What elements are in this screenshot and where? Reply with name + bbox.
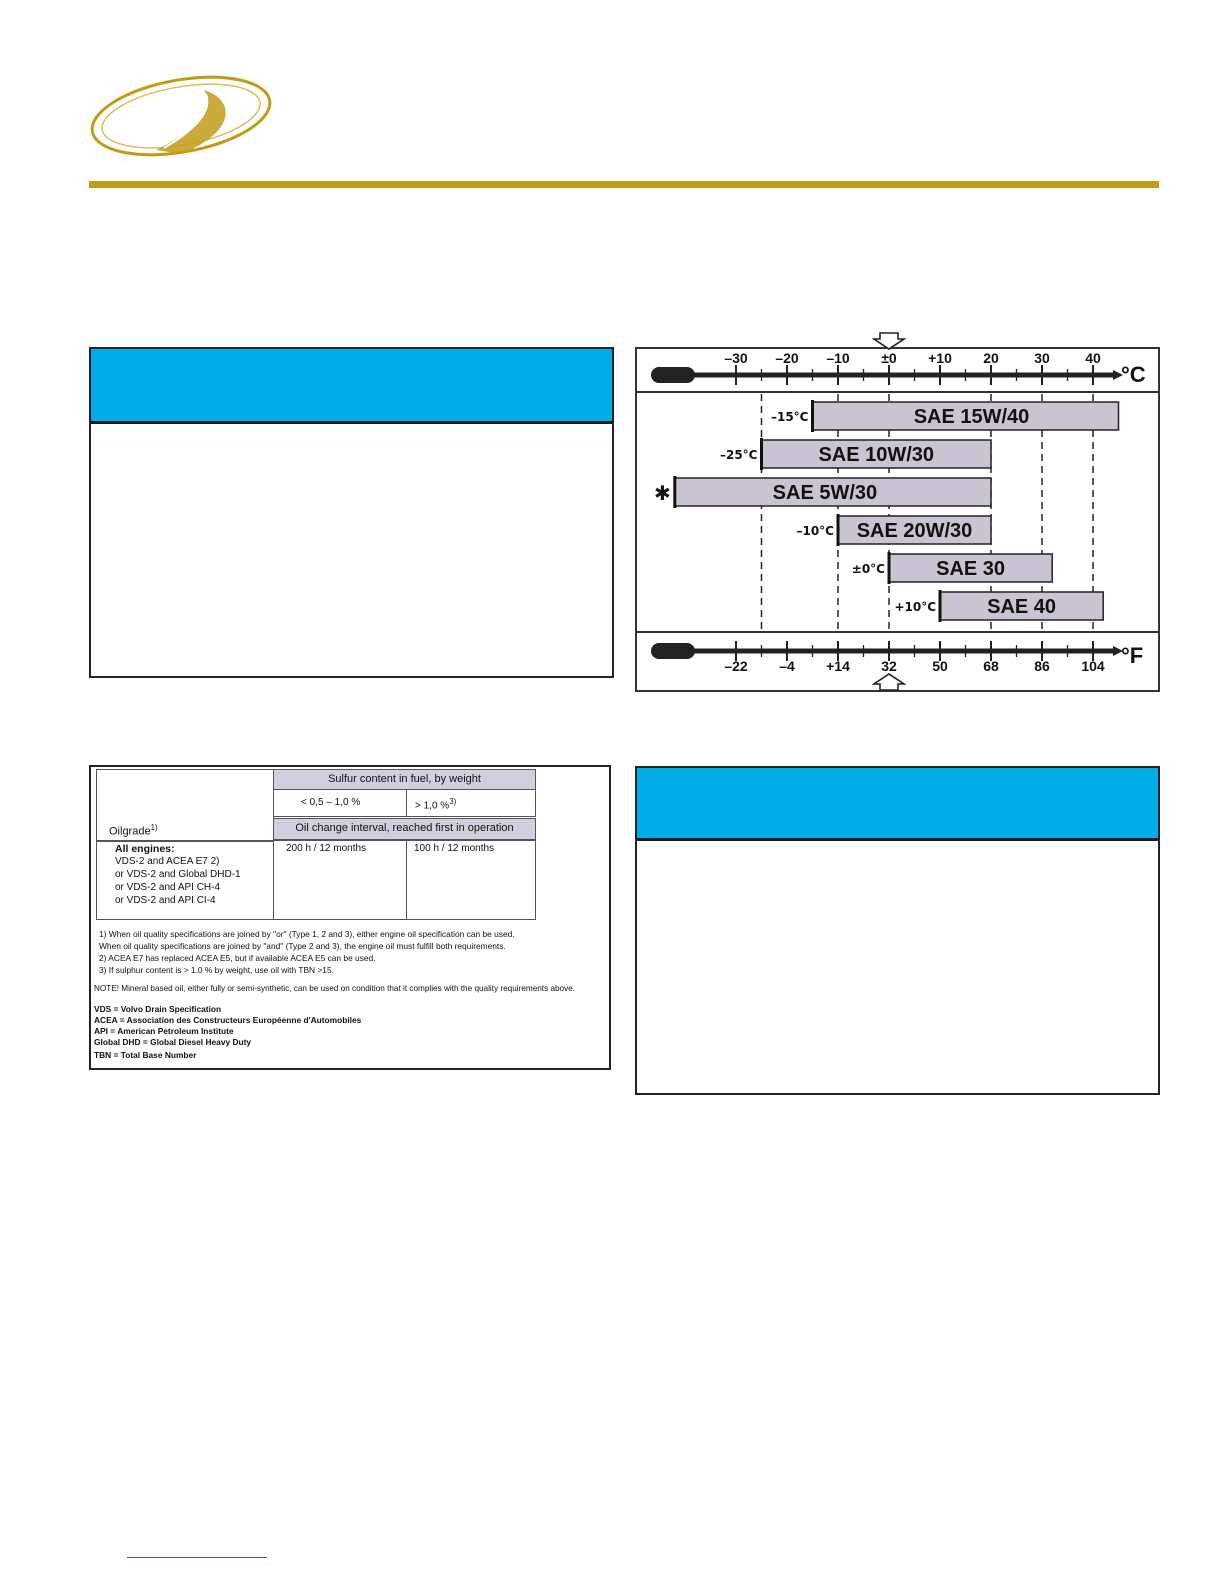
- interval-header: Oil change interval, reached first in operation: [273, 818, 536, 840]
- row-title: All engines:: [115, 843, 175, 855]
- viscosity-chart: [635, 330, 1160, 692]
- fahrenheit-tick-label: 86: [1034, 658, 1050, 674]
- arrow-up-icon: [874, 674, 904, 690]
- fahrenheit-tick-label: –22: [724, 658, 748, 674]
- asterisk-marker: ✱: [654, 481, 671, 505]
- abbreviation: Global DHD = Global Diesel Heavy Duty: [94, 1037, 252, 1047]
- abbreviation: ACEA = Association des Constructeurs Européenne d'Automobiles: [94, 1015, 362, 1025]
- celsius-tick-label: 30: [1034, 350, 1050, 366]
- arrow-down-icon: [874, 333, 904, 349]
- footnote: 1) When oil quality specifications are joined by "or" (Type 1, 2 and 3), either engine oil specification can be used.: [99, 929, 515, 939]
- grade-label: SAE 20W/30: [856, 520, 973, 542]
- info-panel-right-header: [637, 768, 1158, 841]
- celsius-tick-label: –30: [724, 350, 748, 366]
- oil-grade-table-panel: [89, 765, 611, 1070]
- fahrenheit-tick-label: 68: [983, 658, 999, 674]
- min-temp-label: –25°C: [719, 448, 758, 462]
- min-temp-label: –15°C: [770, 410, 809, 424]
- grade-label: SAE 5W/30: [772, 482, 878, 504]
- interval-high-value: 100 h / 12 months: [414, 843, 495, 854]
- row-line: VDS-2 and ACEA E7 2): [115, 856, 220, 867]
- fahrenheit-unit: °F: [1121, 643, 1144, 668]
- fahrenheit-tick-label: 104: [1081, 658, 1105, 674]
- brand-logo: [86, 70, 276, 162]
- abbreviation: TBN = Total Base Number: [94, 1050, 197, 1060]
- info-panel-left: [89, 347, 614, 678]
- row-line: or VDS-2 and Global DHD-1: [115, 869, 241, 880]
- mineral-oil-note: NOTE! Mineral based oil, either fully or semi-synthetic, can be used on condition that it complies with the quality requirements above.: [94, 984, 576, 993]
- fahrenheit-tick-label: –4: [779, 658, 795, 674]
- row-line: or VDS-2 and API CI-4: [115, 895, 216, 906]
- header-rule: [89, 181, 1159, 188]
- footnote: 2) ACEA E7 has replaced ACEA E5, but if available ACEA E5 can be used.: [99, 953, 376, 963]
- min-temp-label: –10°C: [796, 524, 834, 538]
- celsius-tick-label: –10: [826, 350, 850, 366]
- footnote: 3) If sulphur content is > 1.0 % by weight, use oil with TBN >15.: [99, 965, 334, 975]
- sulfur-low-label: < 0,5 – 1,0 %: [301, 797, 361, 808]
- row-line: or VDS-2 and API CH-4: [115, 882, 221, 893]
- fahrenheit-tick-label: 50: [932, 658, 948, 674]
- min-temp-label: ±0°C: [851, 562, 885, 576]
- interval-low-value: 200 h / 12 months: [286, 843, 367, 854]
- celsius-thermometer-bulb: [651, 367, 695, 383]
- min-temp-label: +10°C: [894, 600, 936, 614]
- fahrenheit-tick-label: 32: [881, 658, 897, 674]
- info-panel-right: [635, 766, 1160, 1095]
- celsius-tick-label: –20: [775, 350, 799, 366]
- info-panel-left-header: [91, 349, 612, 424]
- sulfur-high-label: > 1,0 %$^{3)}$: [415, 797, 457, 812]
- fahrenheit-thermometer-bulb: [651, 643, 695, 659]
- fahrenheit-tick-label: +14: [826, 658, 850, 674]
- grade-label: SAE 40: [987, 596, 1057, 618]
- celsius-tick-label: ±0: [881, 350, 897, 366]
- footnote: When oil quality specifications are joined by "and" (Type 2 and 3), the engine oil must fulfill both requirements.: [99, 941, 506, 951]
- sulfur-header: Sulfur content in fuel, by weight: [273, 769, 536, 790]
- grade-label: SAE 30: [936, 558, 1006, 580]
- celsius-tick-label: +10: [928, 350, 952, 366]
- grade-label: SAE 10W/30: [818, 444, 935, 466]
- abbreviation: VDS = Volvo Drain Specification: [94, 1004, 222, 1014]
- celsius-tick-label: 20: [983, 350, 999, 366]
- celsius-unit: °C: [1121, 362, 1146, 387]
- grade-label: SAE 15W/40: [913, 406, 1030, 428]
- footer-link-underline[interactable]: [127, 1557, 267, 1558]
- abbreviation: API = American Petroleum Institute: [94, 1026, 234, 1036]
- celsius-tick-label: 40: [1085, 350, 1101, 366]
- oilgrade-label: Oilgrade$^{1)}$: [109, 823, 158, 838]
